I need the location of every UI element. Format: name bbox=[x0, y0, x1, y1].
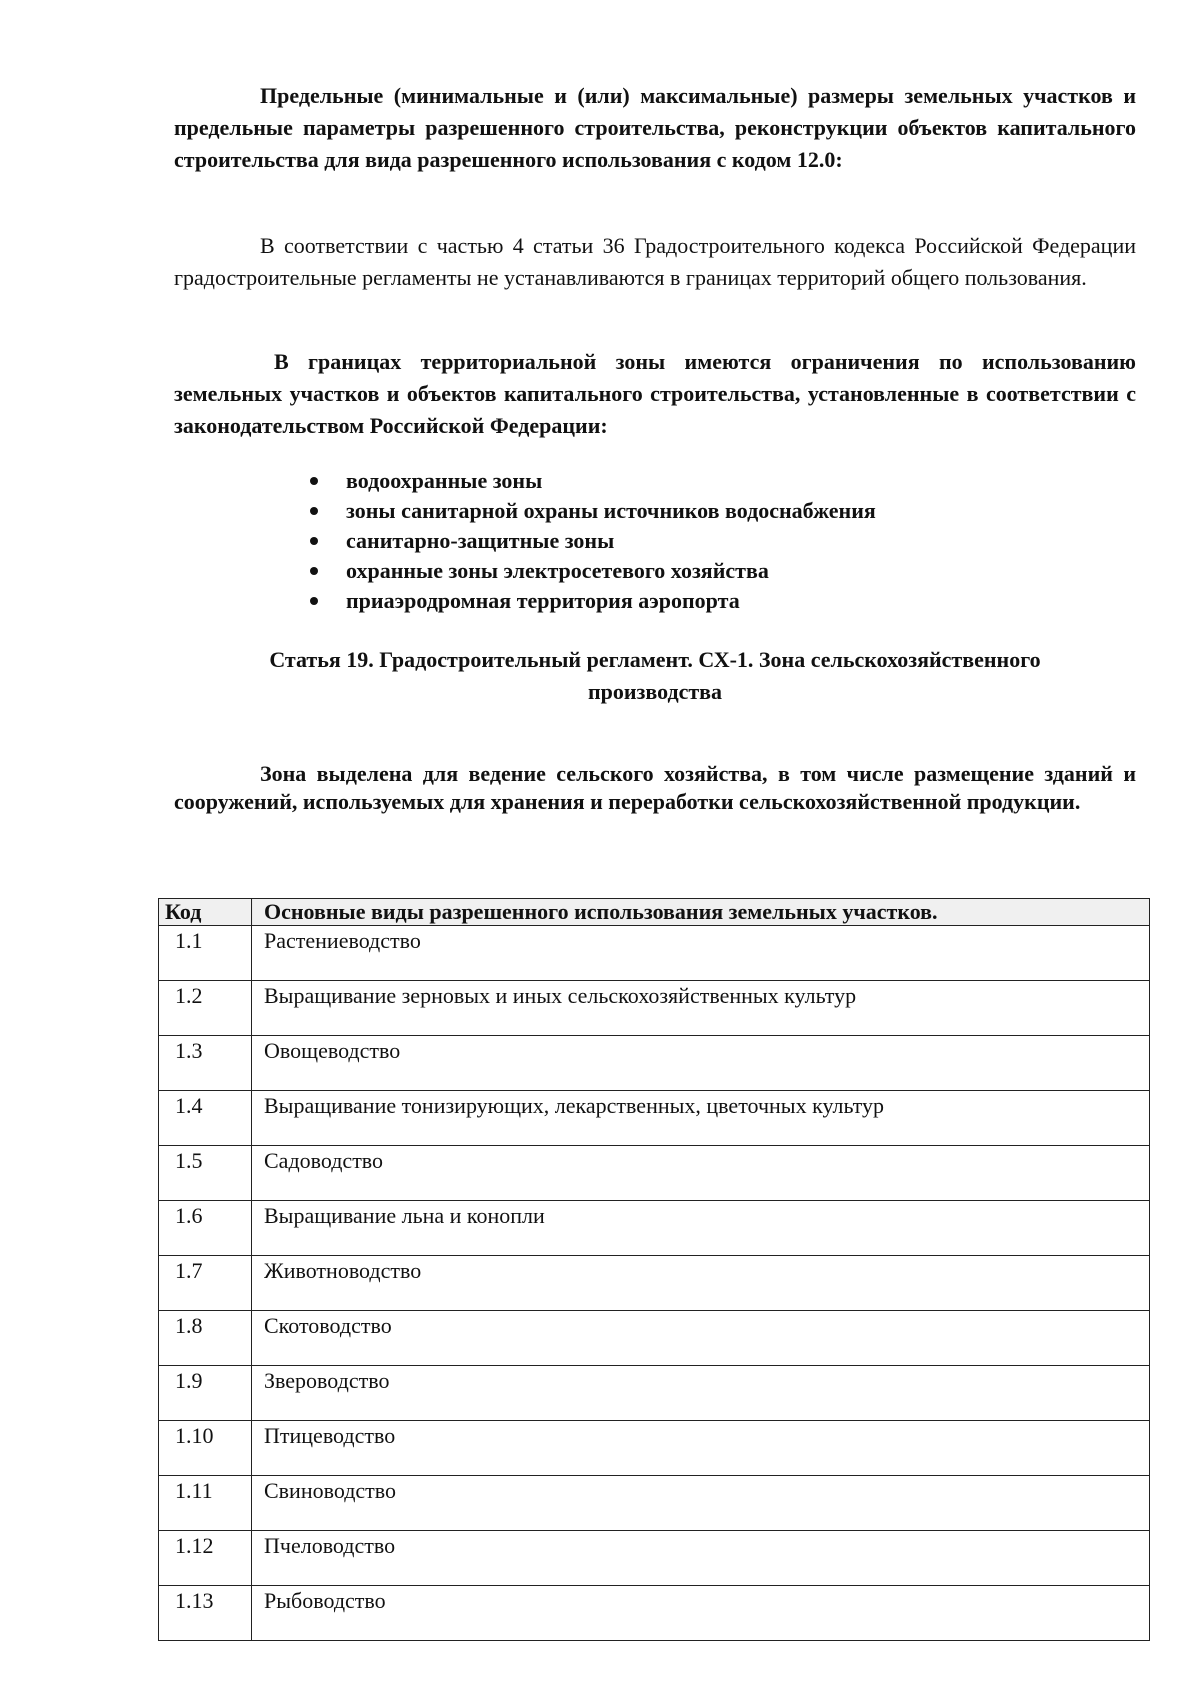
row-name: Звероводство bbox=[252, 1366, 1150, 1421]
row-name: Растениеводство bbox=[252, 926, 1150, 981]
row-name: Рыбоводство bbox=[252, 1586, 1150, 1641]
row-name: Пчеловодство bbox=[252, 1531, 1150, 1586]
list-item: охранные зоны электросетевого хозяйства bbox=[310, 556, 876, 586]
zone-description: Зона выделена для ведение сельского хозяйства, в том числе размещение зданий и сооружений, используемых для хранения и переработки сельскохозяйственной продукции. bbox=[174, 761, 1136, 814]
row-name: Садоводство bbox=[252, 1146, 1150, 1201]
table-row bbox=[159, 1311, 1150, 1366]
row-code: 1.9 bbox=[159, 1366, 252, 1421]
row-code: 1.7 bbox=[159, 1256, 252, 1311]
header-name: Основные виды разрешенного использования земельных участков. bbox=[252, 899, 1150, 926]
row-name: Выращивание зерновых и иных сельскохозяйственных культур bbox=[252, 981, 1150, 1036]
list-item: санитарно-защитные зоны bbox=[310, 526, 876, 556]
table-row bbox=[159, 926, 1150, 981]
table-row bbox=[159, 1366, 1150, 1421]
table-row bbox=[159, 1421, 1150, 1476]
row-name: Овощеводство bbox=[252, 1036, 1150, 1091]
row-code: 1.13 bbox=[159, 1586, 252, 1641]
row-name: Выращивание льна и конопли bbox=[252, 1201, 1150, 1256]
row-code: 1.12 bbox=[159, 1531, 252, 1586]
table-row bbox=[159, 1201, 1150, 1256]
list-item: приаэродромная территория аэропорта bbox=[310, 586, 876, 616]
row-code: 1.2 bbox=[159, 981, 252, 1036]
table-row bbox=[159, 981, 1150, 1036]
article-title-line2: производства bbox=[587, 679, 723, 704]
table-row bbox=[159, 1036, 1150, 1091]
table-row bbox=[159, 1476, 1150, 1531]
row-name: Свиноводство bbox=[252, 1476, 1150, 1531]
table-row bbox=[159, 1256, 1150, 1311]
row-name: Животноводство bbox=[252, 1256, 1150, 1311]
table-row bbox=[159, 1531, 1150, 1586]
table-row bbox=[159, 1586, 1150, 1641]
row-code: 1.1 bbox=[159, 926, 252, 981]
list-item: зоны санитарной охраны источников водоснабжения bbox=[310, 496, 876, 526]
article-title-line1: Статья 19. Градостроительный регламент. СХ-1. Зона сельскохозяйственного bbox=[269, 647, 1041, 672]
article-title bbox=[174, 644, 1136, 708]
row-code: 1.6 bbox=[159, 1201, 252, 1256]
header-code: Код bbox=[159, 899, 252, 926]
code-reference-paragraph: В соответствии с частью 4 статьи 36 Градостроительного кодекса Российской Федерации градостроительные регламенты не устанавливаются в границах территорий общего пользования. bbox=[174, 233, 1136, 290]
row-code: 1.5 bbox=[159, 1146, 252, 1201]
row-name: Выращивание тонизирующих, лекарственных, цветочных культур bbox=[252, 1091, 1150, 1146]
table-header-row bbox=[159, 899, 1150, 926]
row-code: 1.11 bbox=[159, 1476, 252, 1531]
row-code: 1.10 bbox=[159, 1421, 252, 1476]
restrictions-paragraph: В границах территориальной зоны имеются ограничения по использованию земельных участков и объектов капитального строительства, установленные в соответствии с законодательством Российской Федерации: bbox=[174, 349, 1136, 438]
restrictions-list bbox=[310, 466, 876, 616]
row-name: Птицеводство bbox=[252, 1421, 1150, 1476]
table-row bbox=[159, 1091, 1150, 1146]
list-item: водоохранные зоны bbox=[310, 466, 876, 496]
row-code: 1.8 bbox=[159, 1311, 252, 1366]
row-code: 1.3 bbox=[159, 1036, 252, 1091]
limits-paragraph: Предельные (минимальные и (или) максимальные) размеры земельных участков и предельные параметры разрешенного строительства, реконструкции объектов капитального строительства для вида разрешенного использования с кодом 12.0: bbox=[174, 83, 1136, 172]
permitted-uses-table bbox=[158, 898, 1150, 1641]
table-row bbox=[159, 1146, 1150, 1201]
row-code: 1.4 bbox=[159, 1091, 252, 1146]
row-name: Скотоводство bbox=[252, 1311, 1150, 1366]
